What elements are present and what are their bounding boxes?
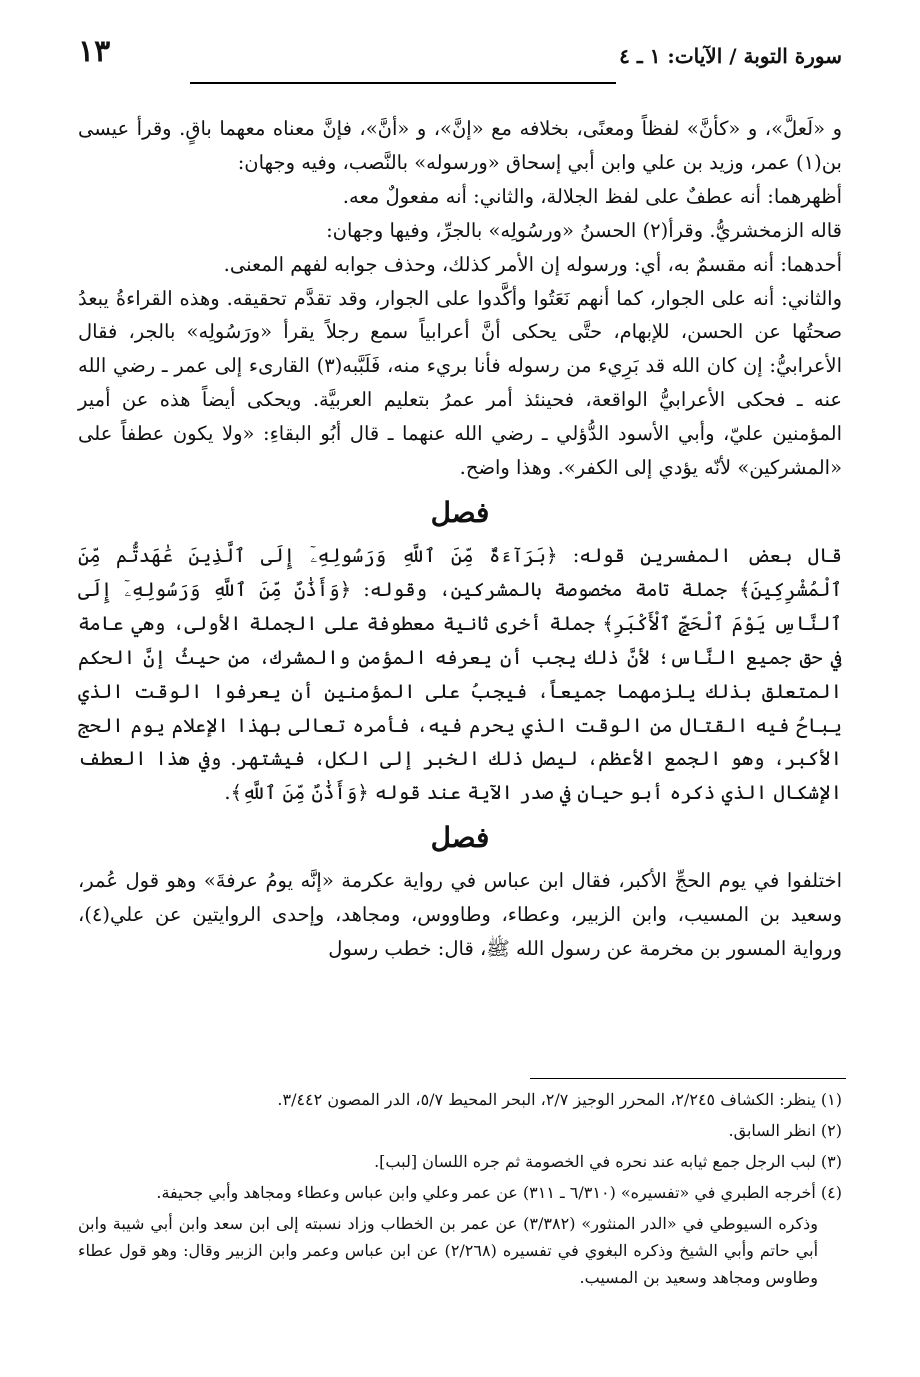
main-text — [78, 112, 842, 966]
page-number: ١٣ — [78, 34, 111, 69]
running-header — [78, 30, 842, 80]
header-rule — [190, 82, 616, 84]
paragraph-6: قال بعض المفسرين قوله: ﴿بَرَآءَةٌ مِّنَ ٱللَّهِ وَرَسُولِهِۦٓ إِلَى ٱلَّذِينَ عَٰهَدتُّم مِّنَ ٱلْمُشْرِكِينَ﴾ جملة تامة مخصوصة بالمشركين، وقوله: ﴿وَأَذَٰنٌ مِّنَ ٱللَّهِ وَرَسُولِهِۦٓ إِلَى ٱلنَّاسِ يَوْمَ ٱلْحَجِّ ٱلْأَكْبَرِ﴾ جملة أخرى ثانية معطوفة على الجملة الأولى، وهي عامة في حق جميع النَّاس؛ لأنَّ ذلك يجب أن يعرفه المؤمن والمشرك، من حيثُ إنَّ الحكم المتعلق بذلك يلزمهما جميعاً، فيجبُ على المؤمنين أن يعرفوا الوقت الذي يباحُ فيه القتال من الوقت الذي يحرم فيه، فأمره تعالى بهذا الإعلام يوم الحج الأكبر، وهو الجمع الأعظم، ليصل ذلك الخبر إلى الكل، فيشتهر. وفي هذا العطف الإشكال الذي ذكره أبو حيان في صدر الآية عند قوله ﴿وَأَذَٰنٌ مِّنَ ٱللَّهِ﴾. — [78, 543, 842, 805]
section-heading-2: فصل — [430, 821, 490, 855]
paragraph-2: أظهرهما: أنه عطفٌ على لفظ الجلالة، والثاني: أنه مفعولٌ معه. — [342, 184, 842, 208]
header-title: سورة التوبة / الآيات: ١ ـ ٤ — [619, 44, 842, 68]
paragraph-4: أحدهما: أنه مقسمٌ به، أي: ورسوله إن الأمر كذلك، وحذف جوابه لفهم المعنى. — [223, 252, 842, 276]
footnote-1: (١) ينظر: الكشاف ٢/٢٤٥، المحرر الوجيز ٢/٧، البحر المحيط ٥/٧، الدر المصون ٣/٤٤٢. — [277, 1090, 842, 1109]
footnote-separator — [530, 1078, 846, 1079]
section-heading-1: فصل — [430, 495, 490, 529]
paragraph-7: اختلفوا في يوم الحجِّ الأكبر، فقال ابن عباس في رواية عكرمة «إنَّه يومُ عرفةَ» وهو قول عُمر، وسعيد بن المسيب، وابن الزبير، وعطاء، وطاووس، ومجاهد، وإحدى الروايتين عن علي(٤)، ورواية المسور بن مخرمة عن رسول الله ﷺ، قال: خطب رسول — [78, 869, 842, 961]
footnotes — [78, 1086, 842, 1291]
footnote-3: (٣) لبب الرجل جمع ثيابه عند نحره في الخصومة ثم جره اللسان [لبب]. — [374, 1152, 842, 1171]
paragraph-5: والثاني: أنه على الجوار، كما أنهم نَعَتُوا وأكَّدوا على الجوار، وقد تقدَّم تحقيقه. وهذه القراءةُ يبعدُ صحتُها عن الحسن، للإبهام، حتَّى يحكى أنَّ أعرابياً سمع رجلاً يقرأ «ورَسُولِه» بالجر، فقال الأعرابيُّ: إن كان الله قد بَرِيء من رسوله فأنا بريء منه، فَلَبَّبه(٣) القارىء إلى عمر ـ رضي الله عنه ـ فحكى الأعرابيُّ الواقعة، فحينئذ أمر عمرُ بتعليم العربيَّة. ويحكى أيضاً هذه عن أمير المؤمنين عليّ، وأبي الأسود الدُّؤلي ـ رضي الله عنهما ـ قال أبُو البقاءِ: «ولا يكون عطفاً على «المشركين» لأنّه يؤدي إلى الكفر». وهذا واضح. — [78, 286, 842, 480]
footnote-4: (٤) أخرجه الطبري في «تفسيره» (٦/٣١٠ ـ ٣١١) عن عمر وعلي وابن عباس وعطاء ومجاهد وأبي جحيفة. — [156, 1183, 842, 1202]
paragraph-1: و «لَعلَّ»، و «كأنَّ» لفظاً ومعنًى، بخلافه مع «إنَّ»، و «أنَّ»، فإنَّ معناه معهما باقٍ. وقرأ عيسى بن(١) عمر، وزيد بن علي وابن أبي إسحاق «ورسوله» بالنَّصب، وفيه وجهان: — [78, 117, 842, 174]
paragraph-3: قاله الزمخشريُّ. وقرأ(٢) الحسنُ «ورسُولِه» بالجرِّ، وفيها وجهان: — [326, 218, 842, 242]
footnote-2: (٢) انظر السابق. — [728, 1121, 842, 1140]
footnote-4-continuation: وذكره السيوطي في «الدر المنثور» (٣/٣٨٢) عن عمر بن الخطاب وزاد نسبته إلى ابن سعد وابن أبي شيبة وابن أبي حاتم وأبي الشيخ وذكره البغوي في تفسيره (٢/٢٦٨) عن ابن عباس وعمر وابن الزبير وقال: وهو قول عطاء وطاوس ومجاهد وسعيد بن المسيب. — [78, 1214, 819, 1287]
